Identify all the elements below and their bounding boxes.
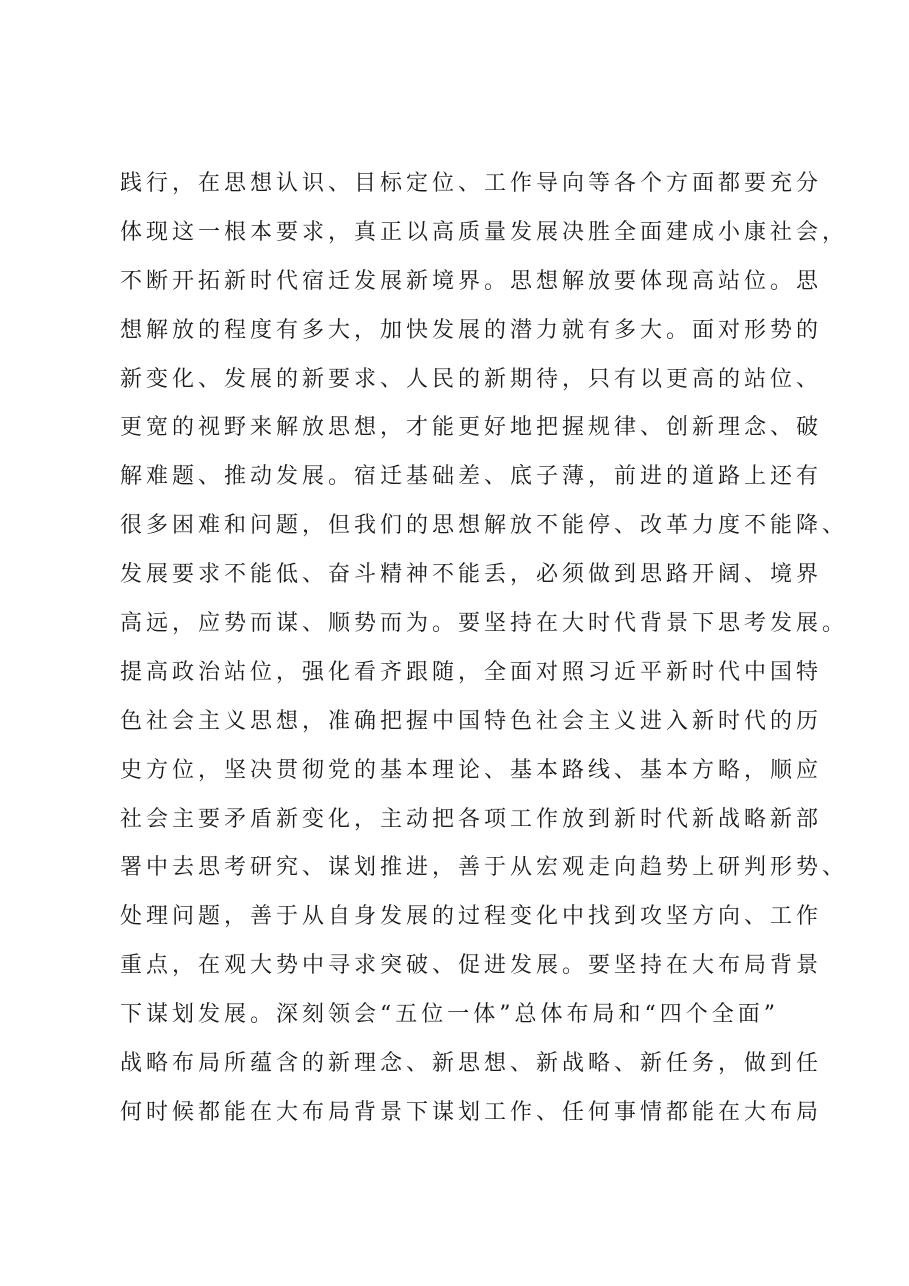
text-line: 何时候都能在大布局背景下谋划工作、任何事情都能在大布局 [120,1099,823,1125]
text-line: 色社会主义思想，准确把握中国特色社会主义进入新时代的历 [120,708,823,734]
text-line: 处理问题，善于从自身发展的过程变化中找到攻坚方向、工作 [120,904,823,930]
text-line: 重点，在观大势中寻求突破、促进发展。要坚持在大布局背景 [120,953,823,979]
text-line: 解难题、推动发展。宿迁基础差、底子薄，前进的道路上还有 [120,464,823,490]
text-line: 下谋划发展。深刻领会“五位一体”总体布局和“四个全面” [120,1002,779,1028]
text-line: 不断开拓新时代宿迁发展新境界。思想解放要体现高站位。思 [120,268,823,294]
text-line: 提高政治站位，强化看齐跟随，全面对照习近平新时代中国特 [120,659,823,685]
text-line: 新变化、发展的新要求、人民的新期待，只有以更高的站位、 [120,366,823,392]
text-line: 署中去思考研究、谋划推进，善于从宏观走向趋势上研判形势、 [120,855,849,881]
text-line: 很多困难和问题，但我们的思想解放不能停、改革力度不能降、 [120,513,849,539]
text-line: 战略布局所蕴含的新理念、新思想、新战略、新任务，做到任 [120,1051,823,1077]
text-line: 社会主要矛盾新变化，主动把各项工作放到新时代新战略新部 [120,806,823,832]
text-line: 践行，在思想认识、目标定位、工作导向等各个方面都要充分 [120,171,823,196]
text-line: 想解放的程度有多大，加快发展的潜力就有多大。面对形势的 [120,317,823,343]
text-line: 体现这一根本要求，真正以高质量发展决胜全面建成小康社会， [120,219,849,245]
text-line: 史方位，坚决贯彻党的基本理论、基本路线、基本方略，顺应 [120,757,823,783]
text-line: 更宽的视野来解放思想，才能更好地把握规律、创新理念、破 [120,415,823,441]
text-line: 高远，应势而谋、顺势而为。要坚持在大时代背景下思考发展。 [120,611,849,637]
text-line: 发展要求不能低、奋斗精神不能丢，必须做到思路开阔、境界 [120,562,823,588]
body-paragraph [120,160,849,1138]
